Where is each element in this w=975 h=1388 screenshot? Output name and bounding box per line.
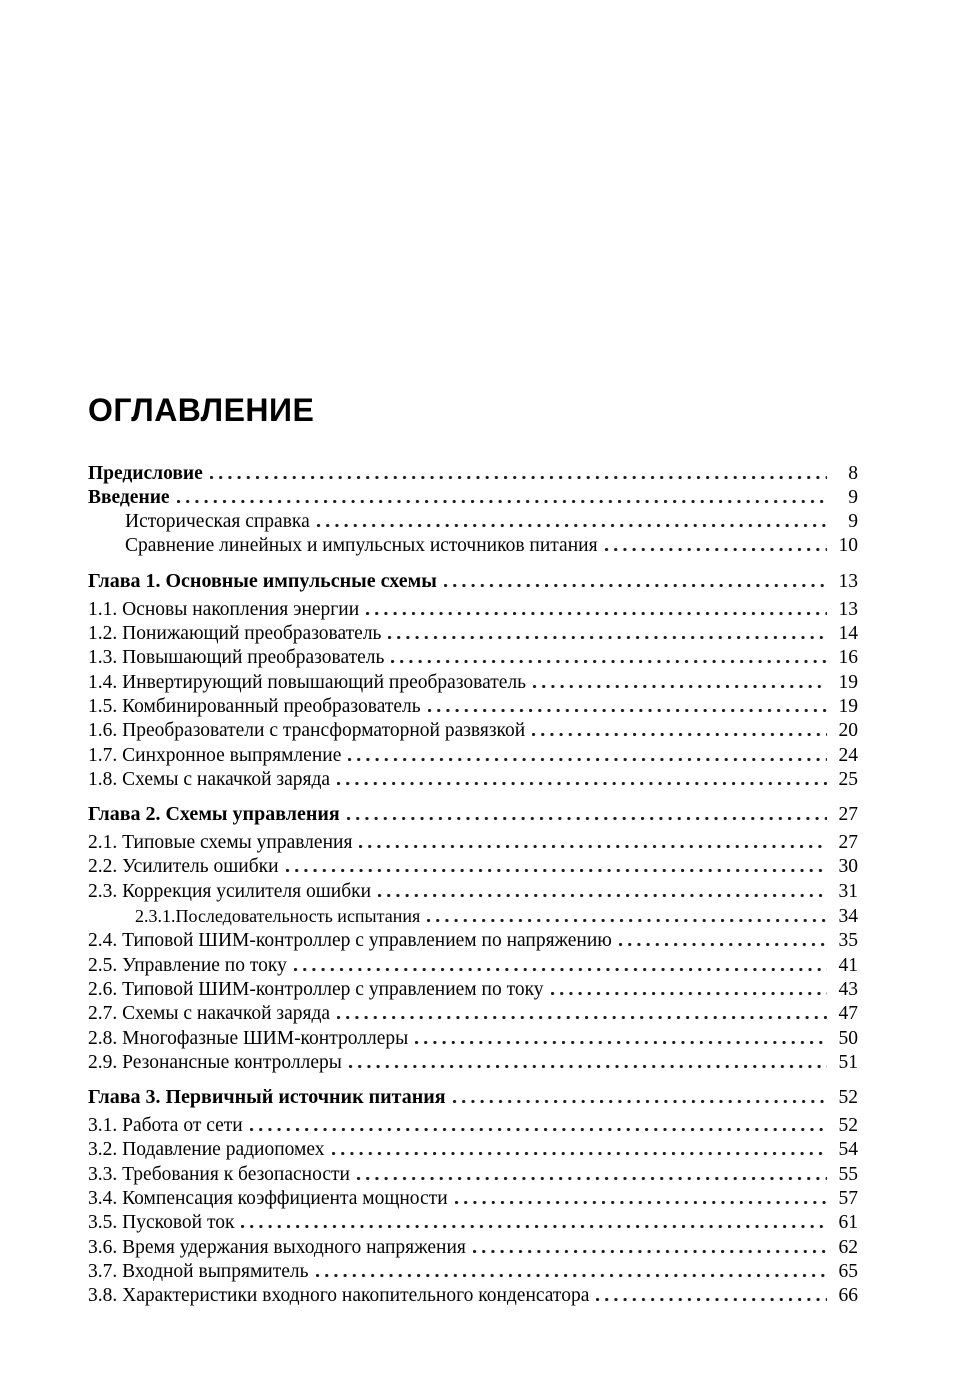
toc-entry [88, 1284, 858, 1308]
dot-leader [455, 1201, 827, 1204]
toc-entry-page: 61 [838, 1212, 858, 1234]
toc-entry-page: 10 [838, 535, 858, 557]
toc-entry-page: 9 [848, 486, 858, 508]
toc-entry [88, 1027, 858, 1051]
toc-entry [88, 768, 858, 792]
toc-entry [88, 855, 858, 879]
dot-leader [357, 1177, 827, 1180]
toc-entry [88, 671, 858, 695]
dot-leader [473, 1250, 827, 1253]
toc-entry-page: 41 [838, 954, 858, 976]
toc-entry-label: 2.3.1.Последовательность испытания [135, 906, 421, 927]
dot-leader [605, 548, 827, 551]
dot-leader [596, 1298, 827, 1301]
dot-leader [286, 869, 827, 872]
dot-leader [444, 584, 827, 587]
toc-entry-page: 13 [838, 570, 858, 592]
dot-leader [347, 817, 827, 820]
toc-entry-label: Предисловие [88, 462, 203, 484]
toc-entry-page: 30 [838, 856, 858, 878]
toc-entry-label: 2.9. Резонансные контроллеры [88, 1051, 342, 1073]
dot-leader [551, 992, 827, 995]
toc-entry [88, 1211, 858, 1235]
dot-leader [619, 943, 827, 946]
toc-entry [88, 954, 858, 978]
toc-entry-page: 35 [838, 930, 858, 952]
toc-entry [88, 744, 858, 768]
dot-leader [250, 1128, 827, 1131]
toc-entry-page: 54 [838, 1139, 858, 1161]
toc-entry-label: 2.6. Типовой ШИМ-контроллер с управлением по току [88, 978, 544, 1000]
toc-entry [88, 904, 858, 929]
toc-entry-label: 2.8. Многофазные ШИМ-контроллеры [88, 1027, 409, 1049]
toc-entry-page: 16 [838, 647, 858, 669]
toc-entry [88, 695, 858, 719]
toc-entry [88, 646, 858, 670]
toc-entry-page: 19 [838, 671, 858, 693]
toc-entry-label: 2.2. Усилитель ошибки [88, 856, 279, 878]
toc-entry-page: 62 [838, 1236, 858, 1258]
toc-entry [88, 510, 858, 534]
toc-entry-page: 9 [848, 511, 858, 533]
toc-entry [88, 1002, 858, 1026]
toc-entry-page: 20 [838, 720, 858, 742]
toc-entry-page: 51 [838, 1051, 858, 1073]
dot-leader [378, 894, 827, 897]
toc-entry-label: 1.4. Инвертирующий повышающий преобразователь [88, 671, 527, 693]
dot-leader [317, 524, 827, 527]
toc-entry-page: 19 [838, 695, 858, 717]
toc-entry [88, 1236, 858, 1260]
toc-entry-page: 25 [838, 768, 858, 790]
toc-entry-label: 3.3. Требования к безопасности [88, 1163, 350, 1185]
dot-leader [349, 1065, 827, 1068]
toc-entry-label: 2.5. Управление по току [88, 954, 287, 976]
dot-leader [210, 476, 827, 479]
toc-entry-label: 3.1. Работа от сети [88, 1115, 243, 1137]
toc-entry-label: Сравнение линейных и импульсных источников питания [125, 535, 598, 557]
toc-entry-label: 3.5. Пусковой ток [88, 1212, 235, 1234]
dot-leader [337, 1016, 827, 1019]
toc-entry [88, 1163, 858, 1187]
toc-entry [88, 486, 858, 510]
toc-entry-label: 2.4. Типовой ШИМ-контроллер с управлением по напряжению [88, 930, 612, 952]
dot-leader [415, 1041, 827, 1044]
dot-leader [294, 968, 827, 971]
dot-leader [177, 500, 827, 503]
toc-entry [88, 1084, 858, 1111]
toc-entry-page: 55 [838, 1163, 858, 1185]
toc-list [88, 462, 858, 1309]
dot-leader [316, 1274, 827, 1277]
toc-entry [88, 598, 858, 622]
toc-entry-label: 3.8. Характеристики входного накопительного конденсатора [88, 1285, 590, 1307]
toc-entry-label: 3.7. Входной выпрямитель [88, 1260, 309, 1282]
toc-entry-label: 1.3. Повышающий преобразователь [88, 647, 385, 669]
toc-entry-page: 52 [838, 1087, 858, 1109]
toc-entry-label: 1.7. Синхронное выпрямление [88, 744, 342, 766]
toc-entry [88, 831, 858, 855]
dot-leader [428, 709, 827, 712]
toc-entry-page: 24 [838, 744, 858, 766]
toc-entry-page: 57 [838, 1188, 858, 1210]
toc-entry-label: Глава 2. Схемы управления [88, 803, 340, 826]
toc-entry-page: 27 [838, 804, 858, 826]
dot-leader [427, 919, 827, 922]
toc-entry [88, 1260, 858, 1284]
toc-entry-label: 1.6. Преобразователи с трансформаторной развязкой [88, 720, 526, 742]
toc-entry-label: 3.6. Время удержания выходного напряжения [88, 1236, 466, 1258]
dot-leader [348, 758, 827, 761]
dot-leader [453, 1100, 827, 1103]
toc-entry-label: 3.2. Подавление радиопомех [88, 1139, 325, 1161]
toc-entry-label: 1.5. Комбинированный преобразователь [88, 695, 421, 717]
toc-entry [88, 1051, 858, 1075]
toc-entry-page: 13 [838, 598, 858, 620]
toc-entry-page: 52 [838, 1115, 858, 1137]
toc-entry-page: 27 [838, 832, 858, 854]
dot-leader [391, 660, 827, 663]
dot-leader [241, 1225, 827, 1228]
toc-entry [88, 462, 858, 486]
dot-leader [388, 636, 827, 639]
toc-entry-label: Введение [88, 486, 170, 508]
toc-entry-page: 34 [838, 906, 858, 928]
toc-entry [88, 1138, 858, 1162]
dot-leader [366, 612, 827, 615]
dot-leader [337, 782, 827, 785]
toc-entry-page: 50 [838, 1027, 858, 1049]
toc-entry [88, 978, 858, 1002]
toc-entry-label: 1.8. Схемы с накачкой заряда [88, 768, 331, 790]
toc-entry-page: 65 [838, 1260, 858, 1282]
toc-entry [88, 1187, 858, 1211]
toc-entry [88, 929, 858, 953]
toc-entry-label: 2.7. Схемы с накачкой заряда [88, 1003, 331, 1025]
toc-entry [88, 719, 858, 743]
toc-entry [88, 880, 858, 904]
toc-entry-label: Глава 1. Основные импульсные схемы [88, 569, 437, 592]
toc-entry-page: 43 [838, 978, 858, 1000]
toc-entry-page: 8 [848, 462, 858, 484]
page-title: ОГЛАВЛЕНИЕ [88, 392, 315, 428]
toc-entry-page: 31 [838, 880, 858, 902]
toc-entry-label: Глава 3. Первичный источник питания [88, 1086, 446, 1109]
toc-entry-page: 14 [838, 623, 858, 645]
toc-entry [88, 1114, 858, 1138]
toc-entry-page: 66 [838, 1285, 858, 1307]
dot-leader [359, 845, 827, 848]
toc-entry-label: Историческая справка [125, 511, 310, 533]
toc-entry-label: 1.2. Понижающий преобразователь [88, 623, 382, 645]
toc-entry-label: 1.1. Основы накопления энергии [88, 598, 360, 620]
toc-entry-label: 3.4. Компенсация коэффициента мощности [88, 1188, 448, 1210]
dot-leader [533, 685, 827, 688]
toc-entry [88, 801, 858, 828]
dot-leader [332, 1152, 827, 1155]
toc-entry [88, 622, 858, 646]
toc-entry-page: 47 [838, 1003, 858, 1025]
dot-leader [532, 733, 827, 736]
toc-entry [88, 568, 858, 595]
toc-entry-label: 2.1. Типовые схемы управления [88, 832, 353, 854]
toc-entry-label: 2.3. Коррекция усилителя ошибки [88, 880, 372, 902]
toc-entry [88, 534, 858, 558]
